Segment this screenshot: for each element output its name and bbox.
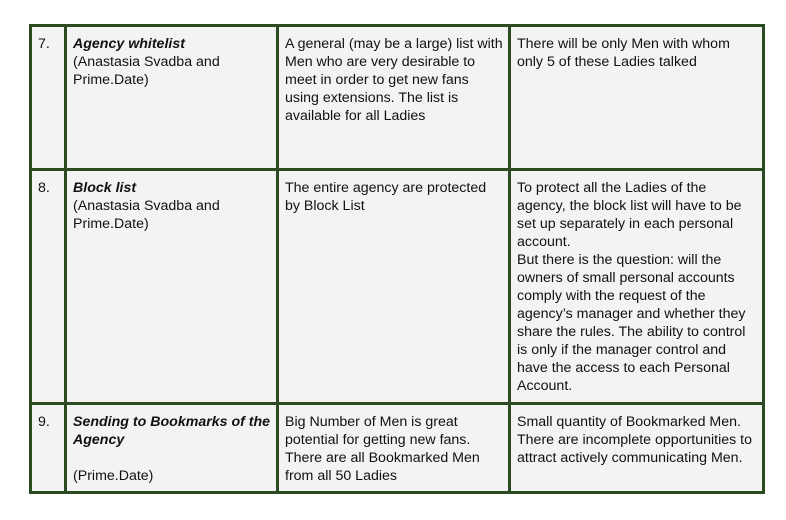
disadvantage-text: There will be only Men with whom only 5 of these Ladies talked [517, 36, 730, 70]
advantage-cell: A general (may be a large) list with Men who are very desirable to meet in order to get new fans using extensions. The list is available for all Ladies [278, 26, 510, 170]
feature-title: Sending to Bookmarks of the Agency [73, 414, 271, 448]
feature-title: Agency whitelist [73, 36, 185, 52]
disadvantage-cell [510, 170, 764, 404]
comparison-table [29, 24, 765, 494]
disadvantage-cell [510, 404, 764, 493]
row-number: 9. [31, 404, 66, 493]
feature-source: (Anastasia Svadba and Prime.Date) [73, 198, 220, 232]
feature-cell [66, 170, 278, 404]
feature-source: (Prime.Date) [73, 468, 154, 484]
row-number: 7. [31, 26, 66, 170]
row-number: 8. [31, 170, 66, 404]
spacer [73, 449, 272, 467]
table-row [31, 404, 764, 493]
advantage-cell: Big Number of Men is great potential for getting new fans. There are all Bookmarked Men from all 50 Ladies [278, 404, 510, 493]
disadvantage-text: Small quantity of Bookmarked Men. There are incomplete opportunities to attract actively communicating Men. [517, 414, 753, 466]
disadvantage-text: To protect all the Ladies of the agency, the block list will have to be set up separately in each personal account. [517, 180, 742, 250]
feature-cell [66, 26, 278, 170]
table-row [31, 170, 764, 404]
disadvantage-text: But there is the question: will the owners of small personal accounts comply with the request of the agency’s manager and whether they share the rules. The ability to control is only if the manager control and have the access to each Personal Account. [517, 252, 746, 394]
advantage-cell: The entire agency are protected by Block List [278, 170, 510, 404]
disadvantage-cell [510, 26, 764, 170]
feature-cell [66, 404, 278, 493]
feature-title: Block list [73, 180, 137, 196]
feature-source: (Anastasia Svadba and Prime.Date) [73, 54, 220, 88]
table-row [31, 26, 764, 170]
